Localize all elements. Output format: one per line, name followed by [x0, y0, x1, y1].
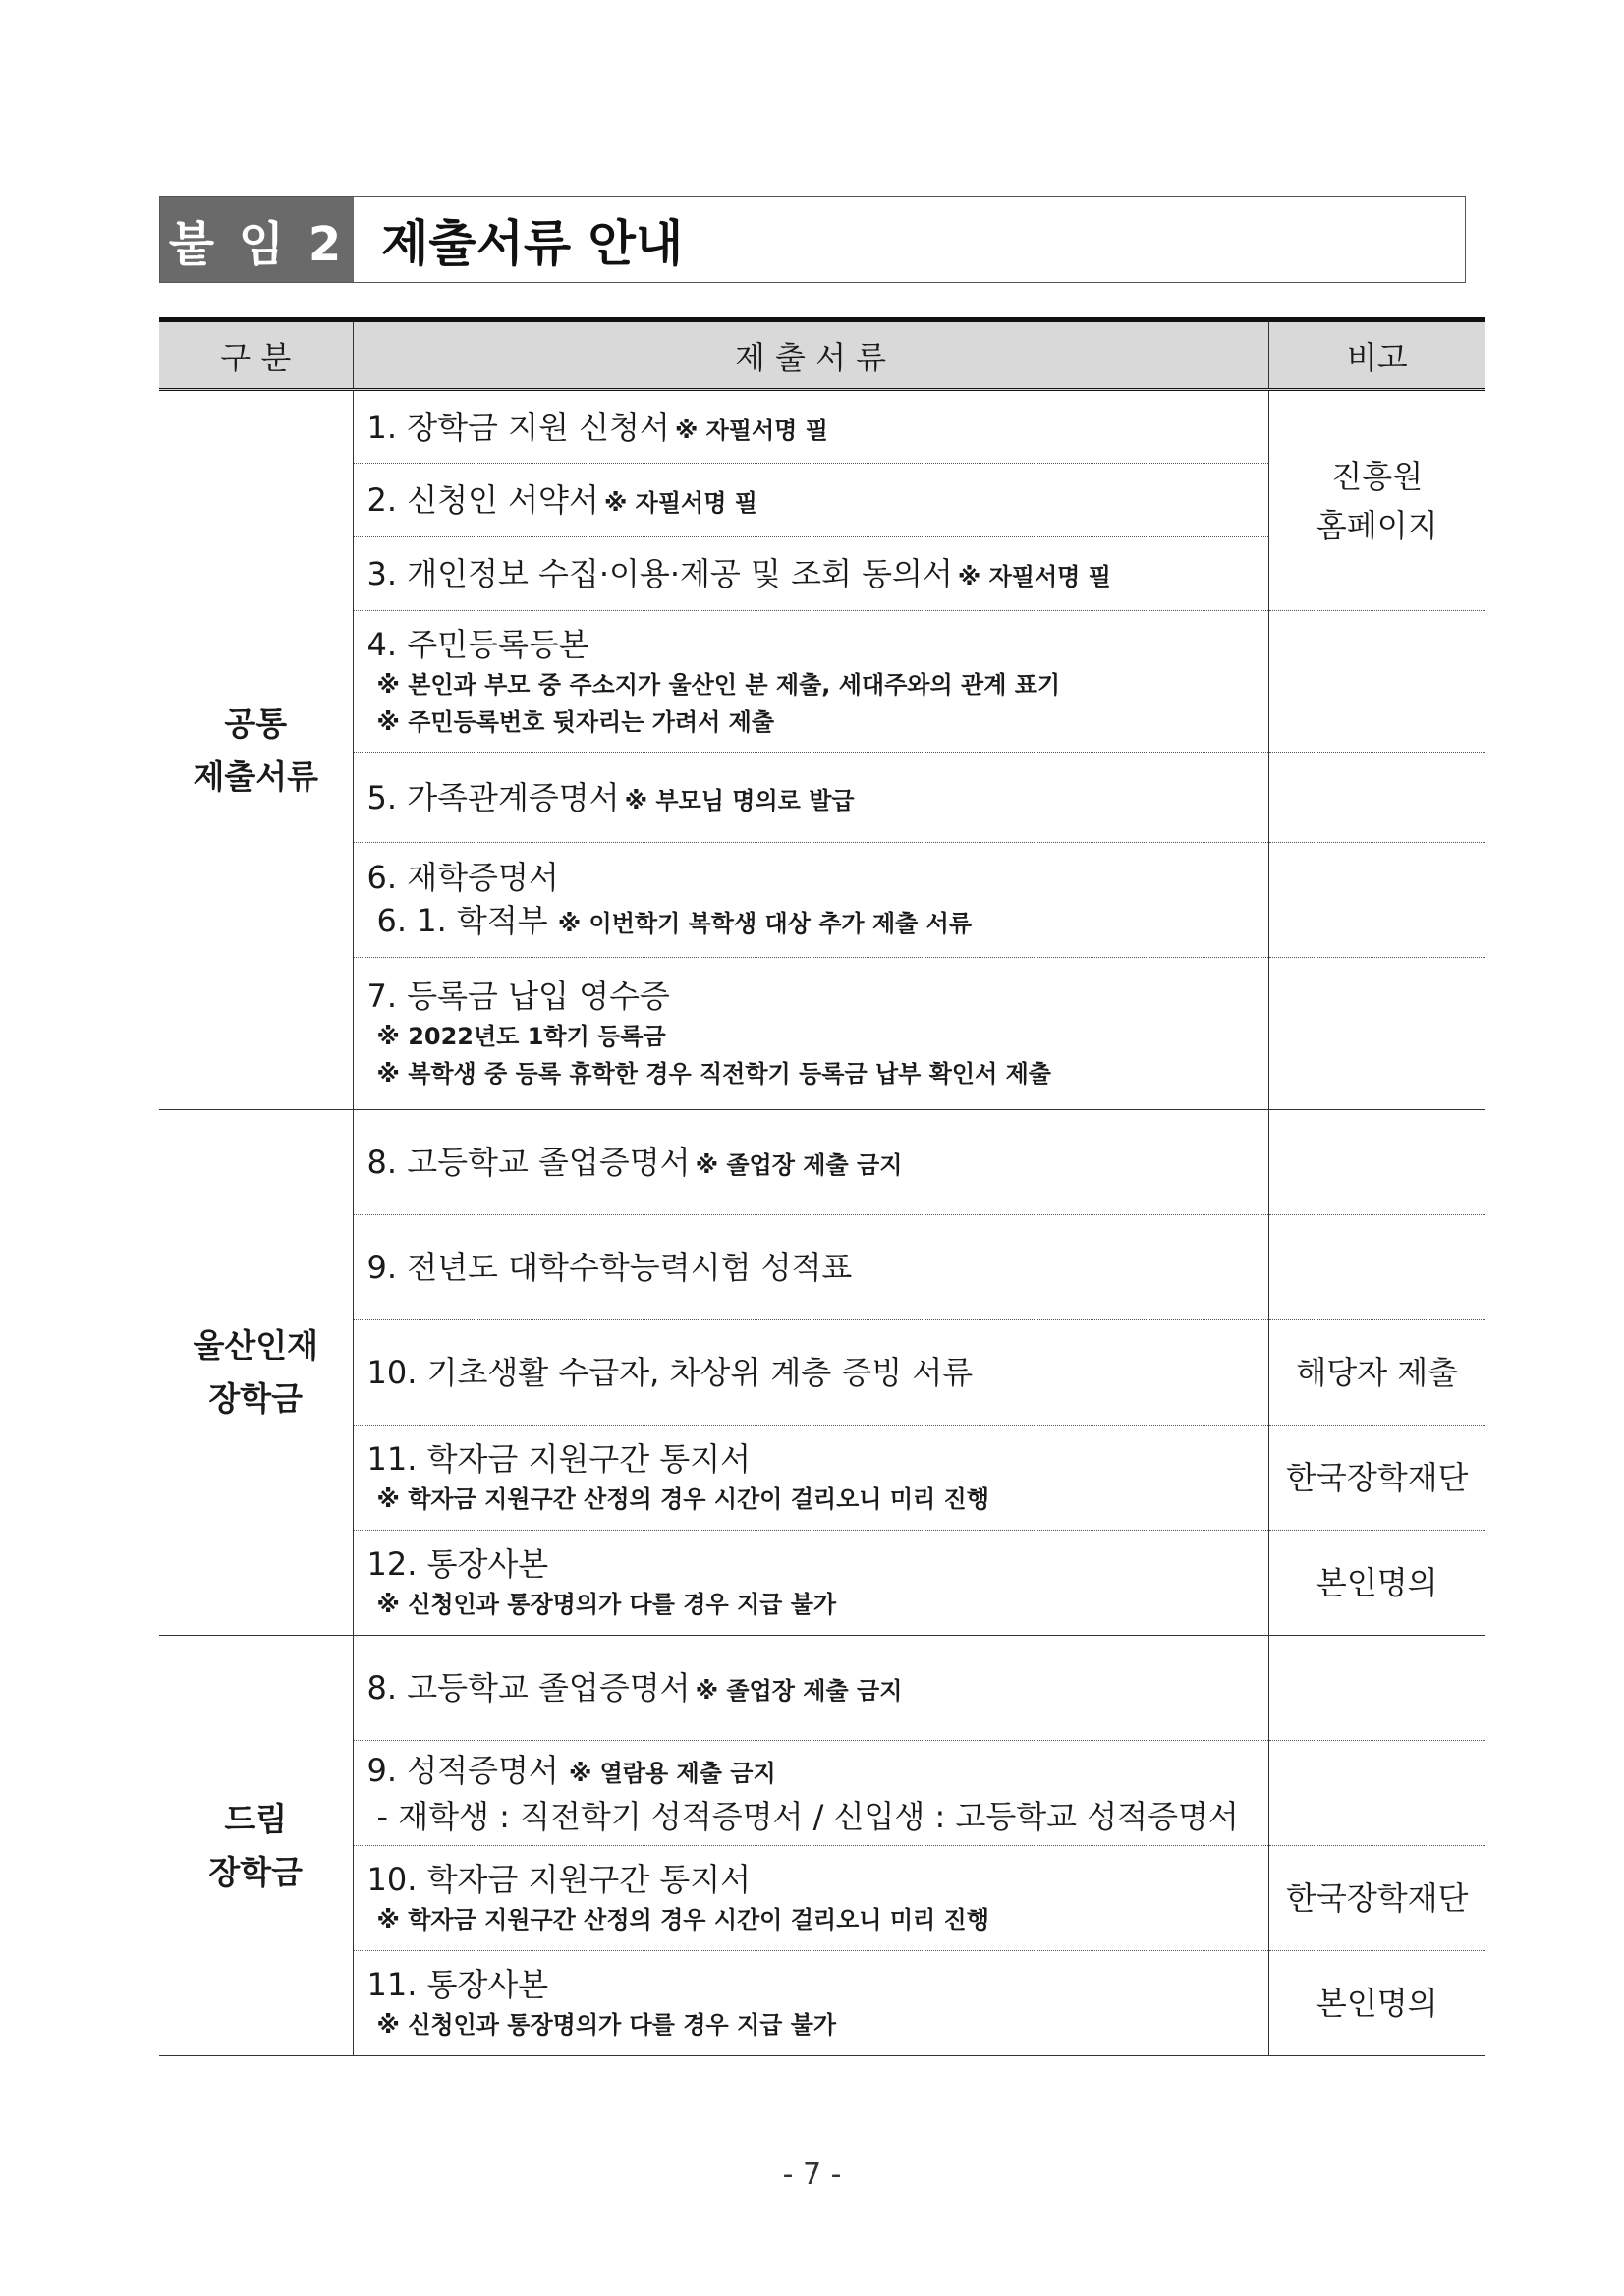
table-row: [159, 1110, 1485, 1215]
table-header-row: [159, 320, 1485, 390]
remark-cell: [1268, 1636, 1485, 1741]
category-common: 공통 제출서류: [159, 390, 353, 1110]
table-row: [159, 1426, 1485, 1531]
table-row: [159, 1741, 1485, 1846]
document-cell: 6. 재학증명서 6. 1. 학적부 ※ 이번학기 복학생 대상 추가 제출 서류: [353, 843, 1268, 958]
document-cell: 3. 개인정보 수집·이용·제공 및 조회 동의서 ※ 자필서명 필: [353, 537, 1268, 611]
table-row: [159, 753, 1485, 843]
document-cell: 2. 신청인 서약서 ※ 자필서명 필: [353, 464, 1268, 537]
remark-cell: [1268, 1110, 1485, 1215]
document-cell: 7. 등록금 납입 영수증 ※ 2022년도 1학기 등록금 ※ 복학생 중 등록 휴학한 경우 직전학기 등록금 납부 확인서 제출: [353, 958, 1268, 1110]
table-row: [159, 611, 1485, 753]
document-cell: 8. 고등학교 졸업증명서 ※ 졸업장 제출 금지: [353, 1636, 1268, 1741]
document-cell: 10. 기초생활 수급자, 차상위 계층 증빙 서류: [353, 1320, 1268, 1426]
remark-cell: 본인명의: [1268, 1951, 1485, 2056]
table-row: [159, 390, 1485, 464]
remark-cell: [1268, 1215, 1485, 1320]
table-row: [159, 843, 1485, 958]
header-remark: 비고: [1268, 320, 1485, 390]
table-row: [159, 958, 1485, 1110]
page-number: - 7 -: [782, 2157, 842, 2192]
document-cell: 9. 성적증명서 ※ 열람용 제출 금지 - 재학생 : 직전학기 성적증명서 / 신입생 : 고등학교 성적증명서: [353, 1741, 1268, 1846]
document-cell: 9. 전년도 대학수학능력시험 성적표: [353, 1215, 1268, 1320]
document-cell: 12. 통장사본 ※ 신청인과 통장명의가 다를 경우 지급 불가: [353, 1531, 1268, 1636]
remark-cell: 해당자 제출: [1268, 1320, 1485, 1426]
document-cell: 10. 학자금 지원구간 통지서 ※ 학자금 지원구간 산정의 경우 시간이 걸리오니 미리 진행: [353, 1846, 1268, 1951]
table-row: [159, 1951, 1485, 2056]
document-cell: 5. 가족관계증명서 ※ 부모님 명의로 발급: [353, 753, 1268, 843]
page-title: 제출서류 안내: [381, 215, 684, 272]
document-cell: 11. 학자금 지원구간 통지서 ※ 학자금 지원구간 산정의 경우 시간이 걸리오니 미리 진행: [353, 1426, 1268, 1531]
header-documents: 제 출 서 류: [353, 320, 1268, 390]
table-row: [159, 1531, 1485, 1636]
document-cell: 8. 고등학교 졸업증명서 ※ 졸업장 제출 금지: [353, 1110, 1268, 1215]
title-box: [159, 196, 1466, 283]
remark-homepage: 진흥원 홈페이지: [1268, 390, 1485, 611]
category-dream: 드림 장학금: [159, 1636, 353, 2056]
table-row: [159, 1215, 1485, 1320]
remark-cell: 한국장학재단: [1268, 1846, 1485, 1951]
category-ulsan: 울산인재 장학금: [159, 1110, 353, 1636]
remark-cell: 본인명의: [1268, 1531, 1485, 1636]
header-category: 구 분: [159, 320, 353, 390]
table-row: [159, 1846, 1485, 1951]
document-cell: 4. 주민등록등본 ※ 본인과 부모 중 주소지가 울산인 분 제출, 세대주와의 관계 표기 ※ 주민등록번호 뒷자리는 가려서 제출: [353, 611, 1268, 753]
remark-cell: [1268, 753, 1485, 843]
remark-cell: [1268, 843, 1485, 958]
title-tag: 붙 임 2: [160, 197, 354, 282]
remark-cell: [1268, 611, 1485, 753]
documents-table: [159, 317, 1485, 2056]
table-row: [159, 1636, 1485, 1741]
table-row: [159, 1320, 1485, 1426]
document-cell: 11. 통장사본 ※ 신청인과 통장명의가 다를 경우 지급 불가: [353, 1951, 1268, 2056]
remark-cell: 한국장학재단: [1268, 1426, 1485, 1531]
remark-cell: [1268, 958, 1485, 1110]
document-cell: 1. 장학금 지원 신청서 ※ 자필서명 필: [353, 390, 1268, 464]
remark-cell: [1268, 1741, 1485, 1846]
